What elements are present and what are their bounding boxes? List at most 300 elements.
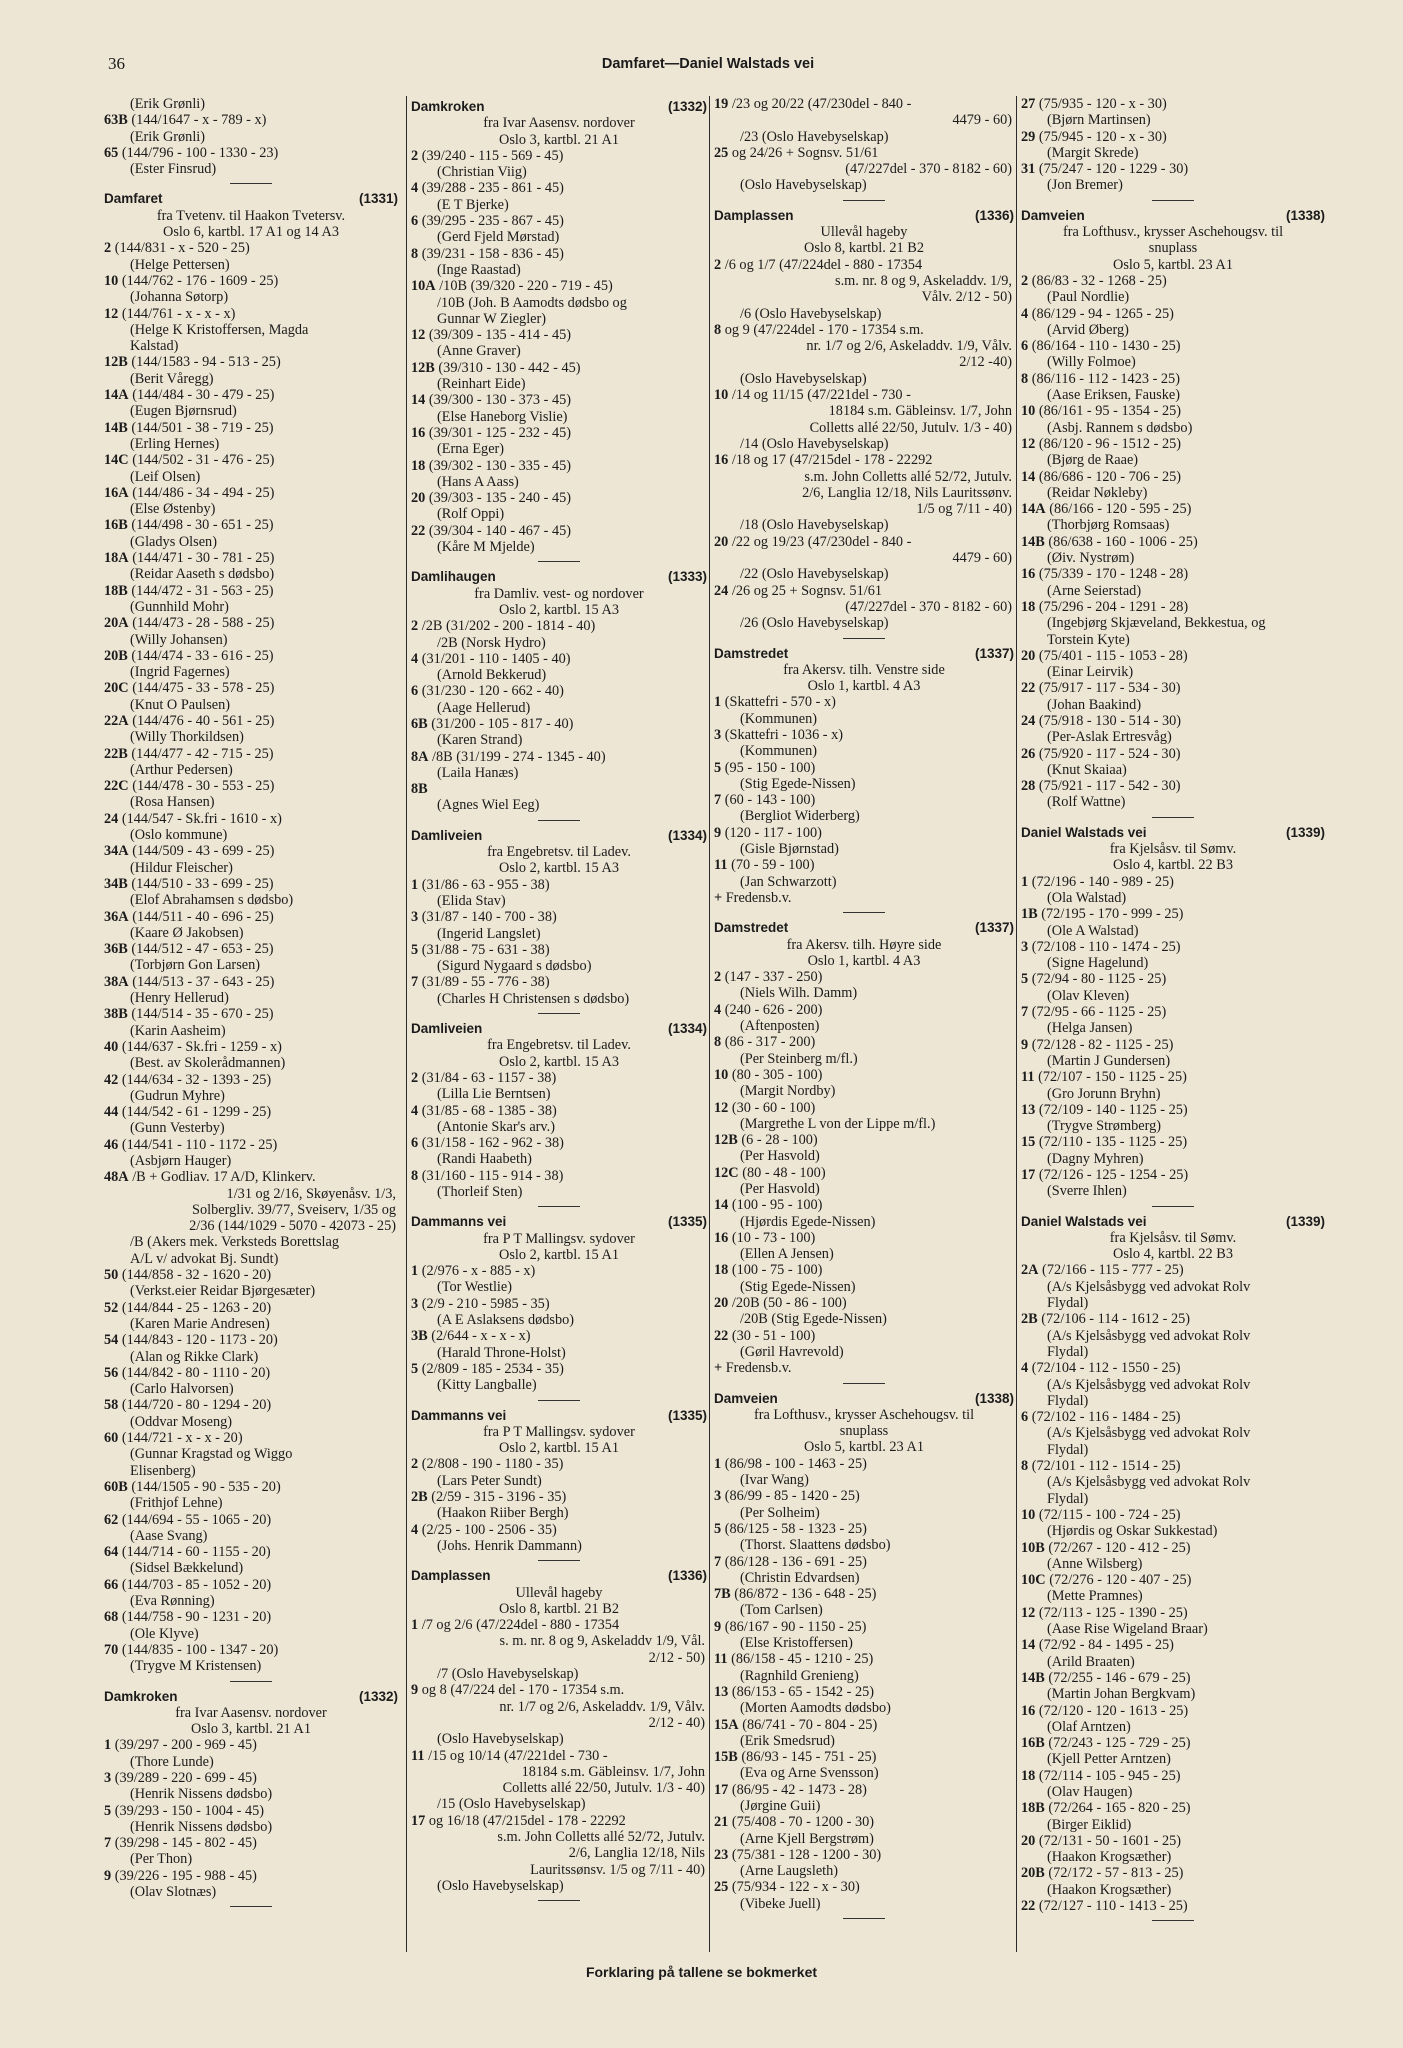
property-values: (72/255 - 146 - 679 - 25): [1044, 1669, 1191, 1686]
property-values: (39/310 - 130 - 442 - 45): [434, 359, 581, 376]
owner-name: (Johs. Henrik Dammann): [437, 1537, 582, 1554]
house-number: 4: [411, 180, 419, 197]
house-number: 2B: [1021, 1311, 1038, 1328]
owner-name: (Thorleif Sten): [437, 1184, 523, 1200]
owner-name: (Aftenposten): [740, 1018, 820, 1035]
entry-continuation: s.m. John Colletts allé 52/72, Jutulv.: [804, 468, 1012, 485]
address-entry: [104, 354, 398, 370]
owner-name: (Margit Nordby): [740, 1083, 836, 1100]
street-description: Oslo 4, kartbl. 22 B3: [1113, 857, 1233, 874]
address-entry: [411, 1070, 707, 1086]
owner-name: Flydal): [1047, 1343, 1089, 1360]
house-number: 14C: [104, 452, 129, 469]
street-description: snuplass: [839, 1423, 889, 1440]
owner-name: (Elida Stav): [437, 892, 506, 909]
street-description: Oslo 8, kartbl. 21 B2: [804, 240, 924, 257]
street-description: fra Akersv. tilh. Høyre side: [786, 936, 942, 953]
entry-continuation: (47/227del - 370 - 8182 - 60): [845, 598, 1012, 615]
house-number: 6: [1021, 338, 1029, 355]
address-entry: [104, 112, 398, 128]
house-number: 64: [104, 1544, 119, 1561]
property-values: (72/128 - 82 - 1125 - 25): [1028, 1036, 1174, 1053]
address-entry: [1021, 906, 1325, 922]
address-entry: [1021, 1458, 1325, 1474]
street-description: fra Akersv. tilh. Venstre side: [783, 661, 945, 678]
house-number: 60B: [104, 1478, 128, 1495]
owner-name: (Aase Rise Wigeland Braar): [1047, 1621, 1208, 1638]
address-entry: [1021, 648, 1325, 664]
property-values: (39/301 - 125 - 232 - 45): [425, 424, 572, 441]
section-divider: [538, 1400, 580, 1401]
owner-name: (Ivar Wang): [740, 1472, 809, 1489]
entry-continuation: nr. 1/7 og 2/6, Askeladdv. 1/9, Vålv.: [806, 338, 1012, 355]
address-entry: [411, 683, 707, 699]
owner-name: (Karen Marie Andresen): [130, 1315, 270, 1332]
owner-name: (Haakon Krogsæther): [1047, 1849, 1172, 1866]
house-number: 6: [411, 213, 419, 230]
house-number: 2: [1021, 272, 1029, 289]
address-entry: [411, 1813, 707, 1829]
house-number: 14B: [104, 419, 128, 436]
address-entry: [1021, 96, 1325, 112]
house-number: 62: [104, 1511, 119, 1528]
owner-name: (Johan Baakind): [1047, 696, 1142, 713]
owner-name: /22 (Oslo Havebyselskap): [740, 566, 889, 583]
owner-name: (Oslo Havebyselskap): [437, 1877, 564, 1894]
owner-name: (Mette Pramnes): [1047, 1588, 1143, 1605]
property-values: (30 - 60 - 100): [728, 1099, 816, 1116]
property-values: (144/502 - 31 - 476 - 25): [128, 452, 275, 469]
street-heading: [411, 99, 707, 115]
house-number: 28: [1021, 778, 1036, 795]
street-section: [1021, 96, 1325, 201]
property-values: (100 - 95 - 100): [728, 1197, 823, 1214]
house-number: 10C: [1021, 1572, 1046, 1589]
house-number: 10A: [411, 278, 436, 295]
house-number: 4: [411, 1521, 419, 1538]
section-divider: [843, 200, 885, 201]
owner-name: (Willy Johansen): [130, 631, 228, 648]
property-values: /15 og 10/14 (47/221del - 730 -: [424, 1747, 608, 1764]
house-number: 7: [1021, 1004, 1029, 1021]
property-values: /26 og 25 + Sognsv. 51/61: [728, 582, 882, 599]
owner-name: (Per-Aslak Ertresvåg): [1047, 729, 1172, 746]
house-number: 54: [104, 1332, 119, 1349]
owner-name: (Lilla Lie Berntsen): [437, 1086, 551, 1103]
house-number: 12: [1021, 435, 1036, 452]
property-values: (72/166 - 115 - 777 - 25): [1038, 1262, 1184, 1279]
house-number: 9: [1021, 1036, 1029, 1053]
property-values: (144/842 - 80 - 1110 - 20): [118, 1364, 271, 1381]
house-number: 65: [104, 144, 119, 161]
address-entry: [714, 727, 1014, 743]
address-entry: [714, 1554, 1014, 1570]
street-code: (1339): [1285, 1213, 1325, 1229]
house-number: 20: [411, 490, 426, 507]
property-values: (86/741 - 70 - 804 - 25): [738, 1716, 878, 1733]
house-number: 18: [1021, 1767, 1036, 1784]
address-entry: [104, 452, 398, 468]
column-3: [709, 96, 1014, 1952]
house-number: 14: [714, 1197, 729, 1214]
street-description: Oslo 4, kartbl. 22 B3: [1113, 1246, 1233, 1263]
directory-columns: [104, 96, 1324, 1952]
owner-name: (Olav Haugen): [1047, 1783, 1133, 1800]
address-entry: [411, 360, 707, 376]
property-values: (144/477 - 42 - 715 - 25): [127, 745, 274, 762]
address-entry: [714, 583, 1014, 599]
house-number: 46: [104, 1136, 119, 1153]
street-section: [714, 920, 1014, 1383]
property-values: (144/637 - Sk.fri - 1259 - x): [118, 1038, 282, 1055]
owner-name: (Else Østenby): [130, 501, 216, 518]
address-entry: [1021, 1605, 1325, 1621]
owner-name: Elisenberg): [130, 1462, 196, 1479]
property-values: (144/514 - 35 - 670 - 25): [127, 1006, 274, 1023]
house-number: 1: [714, 1455, 722, 1472]
street-section: [411, 569, 707, 820]
property-values: (86/686 - 120 - 706 - 25): [1035, 468, 1182, 485]
house-number: 12: [411, 327, 426, 344]
address-entry: [104, 1104, 398, 1120]
address-entry: [714, 1684, 1014, 1700]
owner-name: (Frithjof Lehne): [130, 1495, 223, 1512]
section-divider: [843, 1383, 885, 1384]
address-entry: [1021, 874, 1325, 890]
address-entry: [1021, 534, 1325, 550]
street-name: Damlihaugen: [411, 569, 496, 585]
street-code: (1338): [974, 1390, 1014, 1406]
address-entry: [1021, 1311, 1325, 1327]
section-divider: [538, 1900, 580, 1901]
owner-name: (Ingebjørg Skjæveland, Bekkestua, og: [1047, 615, 1266, 632]
owner-name: (Arne Kjell Bergstrøm): [740, 1830, 874, 1847]
street-description: Ullevål hageby: [515, 1584, 603, 1601]
owner-name: (Karin Aasheim): [130, 1022, 226, 1039]
property-values: (144/831 - x - 520 - 25): [111, 240, 250, 257]
owner-name: (A/s Kjelsåsbygg ved advokat Rolv: [1047, 1376, 1251, 1393]
house-number: 7B: [714, 1586, 731, 1603]
property-values: (2/976 - x - 885 - x): [418, 1263, 536, 1280]
property-values: (144/511 - 40 - 696 - 25): [128, 908, 274, 925]
address-entry: [714, 1521, 1014, 1537]
entry-continuation: 1/31 og 2/16, Skøyenåsv. 1/3,: [226, 1185, 396, 1202]
owner-name: (Elof Abrahamsen s dødsbo): [130, 892, 294, 909]
owner-name: (Vibeke Juell): [740, 1895, 821, 1912]
house-number: 8: [714, 1034, 722, 1051]
address-entry: [714, 1197, 1014, 1213]
owner-name: (Oslo Havebyselskap): [437, 1731, 564, 1748]
property-values: (75/339 - 170 - 1248 - 28): [1035, 566, 1189, 583]
address-entry: [1021, 1768, 1325, 1784]
property-values: (144/478 - 30 - 553 - 25): [128, 778, 275, 795]
property-values: (144/720 - 80 - 1294 - 20): [118, 1397, 272, 1414]
owner-name: (Bjørn Martinsen): [1047, 112, 1151, 129]
entry-continuation: 4479 - 60): [952, 112, 1012, 129]
owner-name: (Willy Thorkildsen): [130, 729, 244, 746]
owner-name: Flydal): [1047, 1295, 1089, 1312]
house-number: 58: [104, 1397, 119, 1414]
owner-name: (Best. av Skolerådmannen): [130, 1055, 286, 1072]
address-entry: [714, 1456, 1014, 1472]
owner-name: (Øiv. Nystrøm): [1047, 550, 1135, 567]
property-values: (72/264 - 165 - 820 - 25): [1044, 1800, 1191, 1817]
owner-name: (A/s Kjelsåsbygg ved advokat Rolv: [1047, 1425, 1251, 1442]
section-divider: [538, 561, 580, 562]
property-values: (86/166 - 120 - 595 - 25): [1045, 501, 1192, 518]
house-number: 40: [104, 1038, 119, 1055]
address-entry: [104, 713, 398, 729]
address-entry: [714, 1619, 1014, 1635]
property-values: (75/917 - 117 - 534 - 30): [1035, 680, 1181, 697]
property-values: (39/309 - 135 - 414 - 45): [425, 327, 572, 344]
owner-name: (A/s Kjelsåsbygg ved advokat Rolv: [1047, 1278, 1251, 1295]
address-entry: [104, 240, 398, 256]
house-number: 24: [104, 810, 119, 827]
entry-continuation: 18184 s.m. Gäbleinsv. 1/7, John: [521, 1763, 705, 1780]
property-values: (72/243 - 125 - 729 - 25): [1044, 1735, 1191, 1752]
property-values: Fredensb.v.: [722, 1360, 792, 1377]
property-values: (31/85 - 68 - 1385 - 38): [418, 1102, 557, 1119]
address-entry: [411, 1456, 707, 1472]
property-values: (86/872 - 136 - 648 - 25): [730, 1586, 877, 1603]
house-number: 8: [1021, 370, 1029, 387]
house-number: 20: [1021, 1832, 1036, 1849]
owner-name: (Niels Wilh. Damm): [740, 985, 858, 1002]
house-number: 48A: [104, 1169, 129, 1186]
owner-name: (Tor Westlie): [437, 1279, 513, 1296]
street-name: Damveien: [714, 1390, 778, 1406]
house-number: 20A: [104, 615, 129, 632]
property-values: /B + Godliav. 17 A/D, Klinkerv.: [128, 1169, 316, 1186]
property-values: (Skattefri - 570 - x): [721, 694, 836, 711]
owner-name: (Ingrid Fagernes): [130, 664, 230, 681]
property-values: og 24/26 + Sognsv. 51/61: [728, 144, 879, 161]
property-values: (75/401 - 115 - 1053 - 28): [1035, 647, 1188, 664]
section-divider: [843, 638, 885, 639]
house-number: 18B: [1021, 1800, 1045, 1817]
owner-name: (Eva Rønning): [130, 1593, 215, 1610]
street-description: fra Kjelsåsv. til Sømv.: [1109, 1229, 1237, 1246]
house-number: 20B: [104, 647, 128, 664]
property-values: (144/703 - 85 - 1052 - 20): [118, 1576, 272, 1593]
address-entry: [714, 534, 1014, 550]
property-values: (144/512 - 47 - 653 - 25): [127, 941, 274, 958]
owner-name: (Lars Peter Sundt): [437, 1472, 542, 1489]
house-number: 3: [104, 1769, 112, 1786]
property-values: (86/116 - 112 - 1423 - 25): [1028, 370, 1180, 387]
owner-name: /26 (Oslo Havebyselskap): [740, 615, 889, 632]
house-number: 3: [714, 1488, 722, 1505]
street-description: fra Engebretsv. til Ladev.: [487, 844, 631, 861]
house-number: 7: [714, 1553, 722, 1570]
owner-name: (Johanna Søtorp): [130, 289, 229, 306]
owner-name: (Arnold Bekkerud): [437, 667, 547, 684]
property-values: (31/84 - 63 - 1157 - 38): [418, 1069, 557, 1086]
address-entry: [714, 145, 1014, 161]
house-number: 17: [714, 1781, 729, 1798]
address-entry: [714, 1488, 1014, 1504]
owner-name: (Helge Pettersen): [130, 256, 230, 273]
address-entry: [714, 857, 1014, 873]
street-code: (1333): [667, 569, 707, 585]
house-number: 12: [714, 1099, 729, 1116]
owner-name: (Arne Laugsleth): [740, 1863, 839, 1880]
property-values: (72/92 - 84 - 1495 - 25): [1035, 1637, 1174, 1654]
property-values: (144/474 - 33 - 616 - 25): [127, 647, 274, 664]
property-values: (72/276 - 120 - 407 - 25): [1045, 1572, 1192, 1589]
owner-name: (Helga Jansen): [1047, 1020, 1133, 1037]
house-number: 52: [104, 1299, 119, 1316]
address-entry: [1021, 599, 1325, 615]
street-code: (1332): [667, 99, 707, 114]
property-values: (39/303 - 135 - 240 - 45): [425, 490, 572, 507]
property-values: (2/809 - 185 - 2534 - 35): [418, 1360, 564, 1377]
address-entry: [411, 1168, 707, 1184]
owner-name: Kalstad): [130, 338, 179, 355]
address-entry: [714, 1002, 1014, 1018]
address-entry: [1021, 1409, 1325, 1425]
house-number: 16B: [1021, 1735, 1045, 1752]
address-entry: [104, 1544, 398, 1560]
street-name: Damkroken: [104, 1688, 178, 1704]
address-entry: [104, 1577, 398, 1593]
address-entry: [1021, 1800, 1325, 1816]
property-values: (2/808 - 190 - 1180 - 35): [418, 1456, 564, 1473]
owner-name: (Haakon Riiber Bergh): [437, 1505, 569, 1522]
owner-name: (Asbjørn Hauger): [130, 1153, 232, 1169]
property-values: (39/304 - 140 - 467 - 45): [425, 522, 572, 539]
house-number: 60: [104, 1430, 119, 1447]
owner-name: (Thorbjørg Romsaas): [1047, 517, 1170, 534]
address-entry: [104, 680, 398, 696]
address-entry: [411, 458, 707, 474]
property-values: (144/541 - 110 - 1172 - 25): [118, 1136, 278, 1153]
house-number: 42: [104, 1071, 119, 1088]
address-entry: [411, 1328, 707, 1344]
street-section: [411, 1021, 707, 1207]
owner-name: (Bergliot Widerberg): [740, 808, 860, 825]
street-description: fra Lofthusv., krysser Aschehougsv. til: [1062, 224, 1284, 241]
property-values: /10B (39/320 - 220 - 719 - 45): [435, 278, 613, 295]
address-entry: [714, 1328, 1014, 1344]
street-code: (1338): [1285, 207, 1325, 223]
owner-name: Flydal): [1047, 1392, 1089, 1409]
address-entry: [411, 1135, 707, 1151]
owner-name: (Morten Aamodts dødsbo): [740, 1700, 891, 1717]
address-entry: [104, 550, 398, 566]
owner-name: (Hjørdis og Oskar Sukkestad): [1047, 1523, 1218, 1540]
property-values: (72/196 - 140 - 989 - 25): [1028, 873, 1174, 890]
owner-name: (Charles H Christensen s dødsbo): [437, 990, 630, 1007]
house-number: 63B: [104, 112, 128, 129]
address-entry: [411, 425, 707, 441]
house-number: 12B: [411, 359, 435, 376]
address-entry: [714, 825, 1014, 841]
property-values: (147 - 337 - 250): [721, 969, 823, 986]
house-number: 16: [411, 424, 426, 441]
address-entry: [1021, 273, 1325, 289]
owner-name: (Inge Raastad): [437, 261, 521, 278]
street-section: [714, 646, 1014, 914]
house-number: 1: [411, 1263, 419, 1280]
address-entry: [1021, 1637, 1325, 1653]
owner-name: /23 (Oslo Havebyselskap): [740, 128, 889, 145]
address-entry: [714, 1782, 1014, 1798]
street-name: Damstredet: [714, 920, 789, 936]
address-entry: [104, 306, 398, 322]
address-entry: [104, 145, 398, 161]
owner-name: (Margrethe L von der Lippe m/fl.): [740, 1115, 936, 1132]
owner-name: (Ola Walstad): [1047, 889, 1127, 906]
property-values: (31/89 - 55 - 776 - 38): [418, 974, 550, 991]
address-entry: [411, 877, 707, 893]
address-entry: [714, 452, 1014, 468]
house-number: 12C: [714, 1164, 739, 1181]
property-values: (86/153 - 65 - 1542 - 25): [728, 1683, 875, 1700]
house-number: 2: [411, 1456, 419, 1473]
owner-name: (A/s Kjelsåsbygg ved advokat Rolv: [1047, 1474, 1251, 1491]
address-entry: [411, 974, 707, 990]
section-divider: [538, 820, 580, 821]
owner-name: (Kommunen): [740, 743, 818, 760]
owner-name: (Antonie Skar's arv.): [437, 1118, 555, 1135]
house-number: +: [714, 1360, 723, 1377]
property-values: (144/1647 - x - 789 - x): [127, 112, 267, 129]
house-number: 5: [411, 1360, 419, 1377]
property-values: (100 - 75 - 100): [728, 1262, 823, 1279]
address-entry: [1021, 1507, 1325, 1523]
property-values: (31/200 - 105 - 817 - 40): [427, 715, 574, 732]
house-number: 2: [714, 256, 722, 273]
owner-name: (Per Hasvold): [740, 1148, 820, 1165]
property-values: (31/230 - 120 - 662 - 40): [418, 683, 564, 700]
house-number: 12: [104, 305, 119, 322]
street-section: [411, 1408, 707, 1562]
address-entry: [104, 1169, 398, 1185]
property-values: (144/796 - 100 - 1330 - 23): [118, 144, 279, 161]
street-description: fra P T Mallingsv. sydover: [483, 1230, 635, 1247]
owner-name: (Erling Hernes): [130, 435, 220, 452]
owner-name: (Oslo Havebyselskap): [740, 177, 867, 194]
house-number: 14: [1021, 468, 1036, 485]
street-section: [1021, 1214, 1325, 1922]
owner-name: (Christian Viig): [437, 164, 527, 181]
house-number: 13: [1021, 1101, 1036, 1118]
owner-name: (Oslo kommune): [130, 827, 228, 844]
property-values: (30 - 51 - 100): [728, 1327, 816, 1344]
address-entry: [411, 1263, 707, 1279]
owner-name: (Erik Grønli): [130, 128, 206, 145]
street-code: (1331): [358, 191, 398, 207]
entry-continuation: Lauritssønsv. 1/5 og 7/11 - 40): [530, 1861, 705, 1878]
address-entry: [714, 322, 1014, 338]
address-entry: [1021, 161, 1325, 177]
address-entry: [1021, 1102, 1325, 1118]
property-values: (70 - 59 - 100): [727, 857, 815, 874]
entry-continuation: 1/5 og 7/11 - 40): [916, 501, 1012, 518]
owner-name: (Per Hasvold): [740, 1181, 820, 1197]
entry-continuation: Vålv. 2/12 - 50): [921, 289, 1012, 306]
owner-name: (Tom Carlsen): [740, 1602, 823, 1619]
property-values: og 16/18 (47/215del - 178 - 22292: [425, 1812, 626, 1829]
address-entry: [104, 1770, 398, 1786]
column-2: [406, 96, 707, 1952]
street-description: Oslo 2, kartbl. 15 A1: [499, 1440, 619, 1457]
section-divider: [538, 1013, 580, 1014]
property-values: (75/920 - 117 - 524 - 30): [1035, 745, 1181, 762]
address-entry: [1021, 338, 1325, 354]
